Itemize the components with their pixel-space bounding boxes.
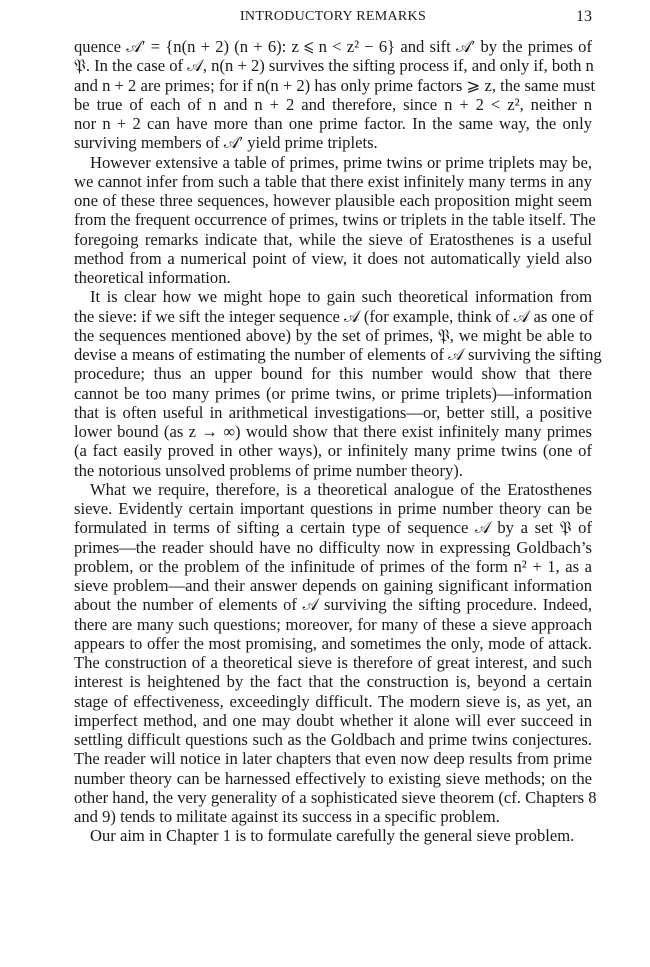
text-line: that is often useful in arithmetical investigations—or, better still, a positive bbox=[74, 402, 592, 422]
text-line: other hand, the very generality of a sophisticated sieve theorem (cf. Chapters 8 bbox=[74, 787, 597, 807]
text-line: surviving members of 𝒜′ yield prime triplets. bbox=[74, 133, 378, 153]
text-line: foregoing remarks indicate that, while the sieve of Eratosthenes is a useful bbox=[74, 229, 592, 249]
text-line: stage of effectiveness, exceedingly difficult. The modern sieve is, as yet, an bbox=[74, 691, 592, 711]
text-line: imperfect method, and one may doubt whether it alone will ever succeed in bbox=[74, 710, 592, 730]
text-line: be true of each of n and n + 2 and therefore, since n + 2 < z², neither n bbox=[74, 94, 592, 114]
text-line: the sequences mentioned above) by the set of primes, 𝔓, we might be able to bbox=[74, 325, 592, 345]
text-line: devise a means of estimating the number of elements of 𝒜 surviving the sifting bbox=[74, 345, 602, 364]
text-line: However extensive a table of primes, prime twins or prime triplets may be, bbox=[90, 152, 592, 172]
text-line: problem, or the problem of the infinitude of primes of the form n² + 1, as a bbox=[74, 556, 592, 576]
text-line: What we require, therefore, is a theoretical analogue of the Eratosthenes bbox=[90, 479, 592, 499]
text-line: Our aim in Chapter 1 is to formulate carefully the general sieve problem. bbox=[90, 826, 575, 846]
text-line: primes—the reader should have no difficulty now in expressing Goldbach’s bbox=[74, 537, 592, 557]
running-title: INTRODUCTORY REMARKS bbox=[239, 9, 427, 24]
text-line: we cannot infer from such a table that there exist infinitely many terms in any bbox=[74, 171, 592, 191]
text-line: from the frequent occurrence of primes, twins or triplets in the table itself. The bbox=[74, 210, 596, 230]
text-line: and 9) tends to militate against its success in a specific problem. bbox=[74, 807, 500, 826]
paragraph bbox=[74, 479, 597, 827]
page-number: 13 bbox=[576, 8, 592, 25]
text-line: lower bound (as z → ∞) would show that there exist infinitely many primes bbox=[74, 422, 592, 441]
text-line: quence 𝒜′ = {n(n + 2) (n + 6): z ⩽ n < z² − 6} and sift 𝒜′ by the primes of bbox=[74, 37, 592, 56]
text-line: 𝔓. In the case of 𝒜, n(n + 2) survives the sifting process if, and only if, both n bbox=[74, 56, 594, 76]
body-text bbox=[74, 37, 602, 846]
paragraph bbox=[74, 287, 602, 480]
running-head bbox=[74, 9, 592, 29]
text-line: method from a numerical point of view, it does not automatically yield also bbox=[74, 248, 592, 268]
text-line: The reader will notice in later chapters that even now deep results from prime bbox=[74, 749, 592, 769]
text-line: (a fact easily proved in other ways), or infinitely many prime twins (one of bbox=[74, 441, 592, 461]
paragraph bbox=[74, 152, 596, 288]
text-line: appears to offer the most promising, and sometimes the only, mode of attack. bbox=[74, 633, 592, 653]
text-line: one of these three sequences, however plausible each proposition might seem bbox=[74, 191, 592, 210]
text-line: and n + 2 are primes; for if n(n + 2) has only prime factors ⩾ z, the same must bbox=[74, 75, 596, 95]
text-line: cannot be too many primes (or prime twins, or prime triplets)—information bbox=[74, 383, 592, 403]
text-line: number theory can be harnessed effectively to existing sieve methods; on the bbox=[74, 768, 592, 788]
text-line: about the number of elements of 𝒜 surviving the sifting procedure. Indeed, bbox=[74, 595, 592, 615]
text-line: there are many such questions; moreover, for many of these a sieve approach bbox=[74, 614, 592, 634]
text-line: sieve problem—and their answer depends on gaining significant information bbox=[74, 576, 592, 595]
text-line: interest is heightened by the fact that the construction is, beyond a certain bbox=[74, 672, 592, 692]
text-line: nor n + 2 can have more than one prime factor. In the same way, the only bbox=[74, 114, 592, 133]
text-line: settling difficult questions such as the Goldbach and prime twins conjectures. bbox=[74, 730, 592, 749]
paragraph bbox=[74, 37, 596, 153]
text-line: the notorious unsolved problems of prime number theory). bbox=[74, 460, 463, 480]
paragraph bbox=[74, 826, 592, 845]
text-line: the sieve: if we sift the integer sequence 𝒜 (for example, think of 𝒜 as one of bbox=[74, 306, 594, 326]
text-line: sieve. Evidently certain important questions in prime number theory can be bbox=[74, 499, 592, 518]
text-line: The construction of a theoretical sieve is therefore of great interest, and such bbox=[74, 653, 592, 672]
text-line: formulated in terms of sifting a certain type of sequence 𝒜 by a set 𝔓 of bbox=[74, 518, 592, 538]
text-line: theoretical information. bbox=[74, 268, 231, 287]
text-line: It is clear how we might hope to gain such theoretical information from bbox=[90, 287, 592, 307]
text-line: procedure; thus an upper bound for this number would show that there bbox=[74, 364, 592, 384]
